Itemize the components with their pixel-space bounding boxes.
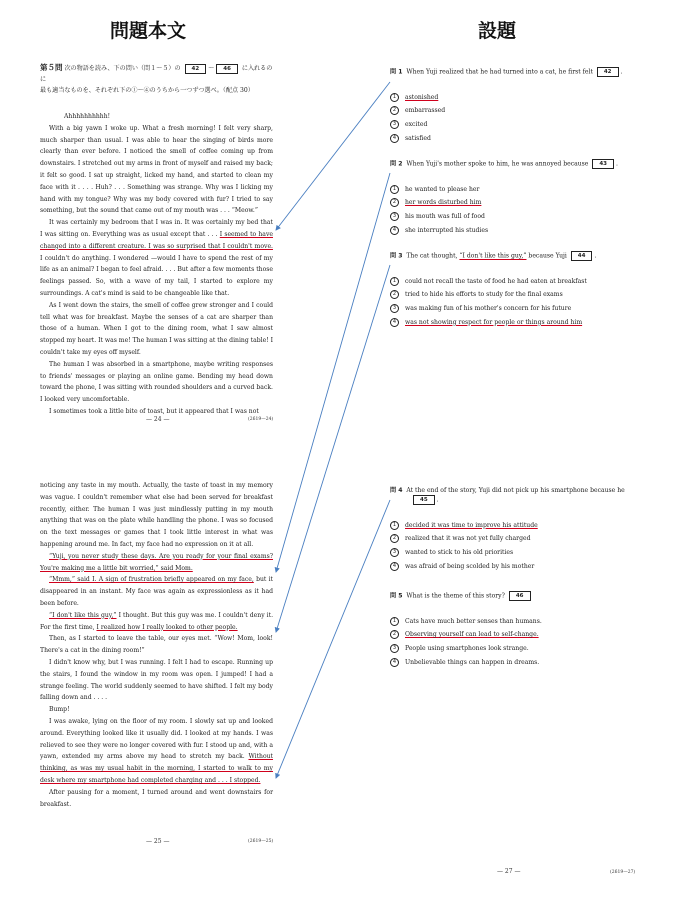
option-number: 2 (390, 630, 399, 639)
stem-end: . (616, 160, 618, 168)
text: I thought. But this guy was me. I couldn't deny it. For the first time, (40, 611, 274, 631)
paragraph: I sometimes took a little bite of toast, but it appeared that I was not (49, 407, 259, 415)
text: It was certainly my bedroom that I was in. It was certainly my bed that I was sitting on. Everything was as usual except that . . . (40, 219, 273, 238)
option-text: embarrassed (405, 107, 446, 115)
answer-box: 44 (571, 251, 593, 261)
underlined-text: I realized how I really looked to other people. (96, 623, 238, 631)
question-number: 第５問 (40, 63, 63, 72)
question-label: 問 3 (390, 252, 403, 260)
question-label: 問 5 (390, 592, 403, 600)
option-number: 3 (390, 304, 399, 313)
answer-box: 45 (413, 495, 435, 505)
paragraph: With a big yawn I woke up. What a fresh morning! I felt very sharp, much sharper than usual. I was able to hear the singing of birds more clearly than ever before. I noticed the smell of coffee coming up from downstairs. I stretched out my arms in front of myself and raised my back; it felt so good. I sat up straight, licked my hand, and started to clean my face with it . . . . Huh? . . . Something was strange. Why was I licking my hand with my tongue? Why was my body covered with fur? I tried to say something, but the sound that came out of my mouth was . . . “Meow.” (40, 124, 273, 215)
arrow-q2 (276, 173, 390, 572)
option-text: astonished (405, 93, 439, 101)
option-text: decided it was time to improve his attitude (405, 521, 538, 529)
page-code: (2619—27) (610, 870, 636, 875)
page-code: (2619—24) (248, 417, 274, 422)
arrow-q3 (276, 265, 390, 632)
option-number: 1 (390, 521, 399, 530)
option-text: Cats have much better senses than humans. (405, 617, 542, 625)
paragraph: The human I was absorbed in a smartphone, maybe writing responses to friends' messages or playing an online game. Bending my head down toward the phone, I was sitting with rounded shoulders and a curved back. I looked very uncomfortable. (40, 360, 273, 404)
option-number: 4 (390, 226, 399, 235)
option-text: she interrupted his studies (405, 226, 489, 234)
question-label: 問 1 (390, 68, 403, 76)
option-number: 1 (390, 617, 399, 626)
option-text: Observing yourself can lead to self-change. (405, 631, 539, 639)
page-number: — 27 — (497, 868, 521, 875)
option-text: satisfied (405, 134, 431, 142)
answer-box: 46 (509, 591, 531, 601)
stem-text: The cat thought, (406, 252, 458, 260)
text: I was awake, lying on the floor of my room. I slowly sat up and looked around. Everything looked like it usually did. I looked at my hands. I was relieved to see they were no longer covered with fur. I stood up and, with a yawn, extended my arms above my head to stretch my back. (40, 717, 273, 761)
option-number: 1 (390, 277, 399, 286)
question-label: 問 4 (390, 487, 403, 494)
instruction-text: 次の物語を読み、下の問い（問１～５）の (64, 65, 181, 72)
option-text: he wanted to please her (405, 185, 480, 193)
underlined-text: “Mmm,” said I. A sign of frustration briefly appeared on my face, (49, 576, 254, 584)
instruction-text-3: 最も適当なものを、それぞれ下の①～④のうちから一つずつ選べ。（配点 30） (40, 87, 254, 94)
stem-text: because Yuji (528, 252, 567, 260)
option-text: realized that it was not yet fully charged (405, 535, 531, 543)
page-code: (2619—25) (248, 839, 274, 844)
stem-text: At the end of the story, Yuji did not pick up his smartphone because he (406, 487, 625, 494)
option-number: 4 (390, 318, 399, 327)
option-text: was making fun of his mother's concern for his future (405, 305, 572, 313)
answer-box: 42 (597, 67, 619, 77)
option-text: was afraid of being scolded by his mother (405, 562, 535, 570)
option-text: tried to hide his efforts to study for the final exams (405, 291, 563, 299)
instruction-text-2: に入れるのに (40, 65, 273, 83)
option-text: wanted to stick to his old priorities (405, 549, 514, 557)
option-number: 4 (390, 562, 399, 571)
option-number: 2 (390, 534, 399, 543)
underlined-text: “Yuji, you never study these days. Are you ready for your final exams? You're making me a little bit worried,” said Mom. (40, 552, 273, 572)
text: I couldn't do anything. I wondered —would I have to spend the rest of my life as an animal? I began to feel afraid. . . . But after a few moments those feelings passed. So, with a wave of my tail, I started to explore my surroundings. A cat's mind is said to be changeable like that. (40, 254, 273, 297)
paragraph: After pausing for a moment, I turned around and went downstairs for breakfast. (40, 788, 273, 808)
option-number: 3 (390, 212, 399, 221)
stem-quote: “I don't like this guy,” (459, 252, 527, 260)
stem-text: When Yuji realized that he had turned into a cat, he first felt (406, 68, 593, 76)
option-number: 2 (390, 106, 399, 115)
stem-end: . (620, 68, 623, 76)
paragraph: Ahhhhhhhhhh! (64, 113, 111, 120)
left-header: 問題本文 (110, 20, 187, 42)
option-text: her words disturbed him (405, 199, 482, 207)
option-number: 3 (390, 644, 399, 653)
option-number: 2 (390, 290, 399, 299)
paragraph: As I went down the stairs, the smell of coffee grew stronger and I could tell what was for breakfast. Maybe the senses of a cat are sharper than those of a human. When I got to the dining room, what I saw almost stopped my heart. It was me! The human I was sitting at the dining table! I couldn't take my eyes off myself. (40, 301, 273, 356)
arrow-q4 (276, 500, 390, 778)
option-number: 4 (390, 134, 399, 143)
answer-box-42: 42 (185, 64, 207, 74)
page-number: — 25 — (146, 838, 170, 845)
option-text: excited (405, 121, 428, 129)
answer-box-46: 46 (216, 64, 238, 74)
underlined-text: “I don't like this guy,” (49, 611, 117, 619)
option-number: 4 (390, 658, 399, 667)
option-text: People using smartphones look strange. (405, 645, 529, 653)
option-number: 3 (390, 548, 399, 557)
stem-text: What is the theme of this story? (406, 592, 505, 600)
underlined-text: I seemed to have changed into a different creature. I was so surprised that I couldn't move. (40, 230, 273, 250)
paragraph: Bump! (49, 706, 70, 714)
option-number: 2 (390, 198, 399, 207)
stem-text: When Yuji's mother spoke to him, he was annoyed because (406, 160, 589, 168)
paragraph: Then, as I started to leave the table, our eyes met. “Wow! Mom, look! There's a cat in the dining room!” (40, 635, 273, 655)
option-text: his mouth was full of food (405, 213, 485, 221)
arrow-q1 (276, 82, 390, 230)
paragraph: noticing any taste in my mouth. Actually, the taste of toast in my memory was vague. I couldn't remember what else had been served for breakfast recently, either. The human I was just mindlessly putting in my mouth anything that was on the plate while handling the phone. I was so focused on the text messages or games that I took little interest in what was happening around me. In fact, my face had no expression on it at all. (40, 482, 273, 548)
option-text: could not recall the taste of food he had eaten at breakfast (405, 277, 587, 285)
stem-end: . (436, 496, 439, 504)
question-label: 問 2 (390, 160, 403, 168)
answer-box: 43 (592, 159, 614, 169)
option-number: 3 (390, 120, 399, 129)
option-number: 1 (390, 93, 399, 102)
page-number: — 24 — (146, 416, 170, 423)
stem-end: . (594, 252, 597, 260)
option-text: Unbelievable things can happen in dreams. (405, 658, 540, 666)
option-text: was not showing respect for people or things around him (405, 318, 583, 326)
paragraph: I didn't know why, but I was running. I felt I had to escape. Running up the stairs, I found the window in my room was open. I jumped! I had a strange feeling. The world suddenly seemed to have shifted. I felt my body falling down and . . . . (40, 658, 273, 702)
right-header: 設題 (478, 20, 517, 42)
option-number: 1 (390, 185, 399, 194)
underlined-text: Without thinking, as was my usual habit in the morning, I started to walk to my desk where my smartphone had completed charging and . . . I stopped. (40, 753, 273, 784)
tilde: ～ (208, 65, 215, 72)
text: but it disappeared in an instant. My face was again as expressionless as it had been before. (40, 576, 274, 607)
